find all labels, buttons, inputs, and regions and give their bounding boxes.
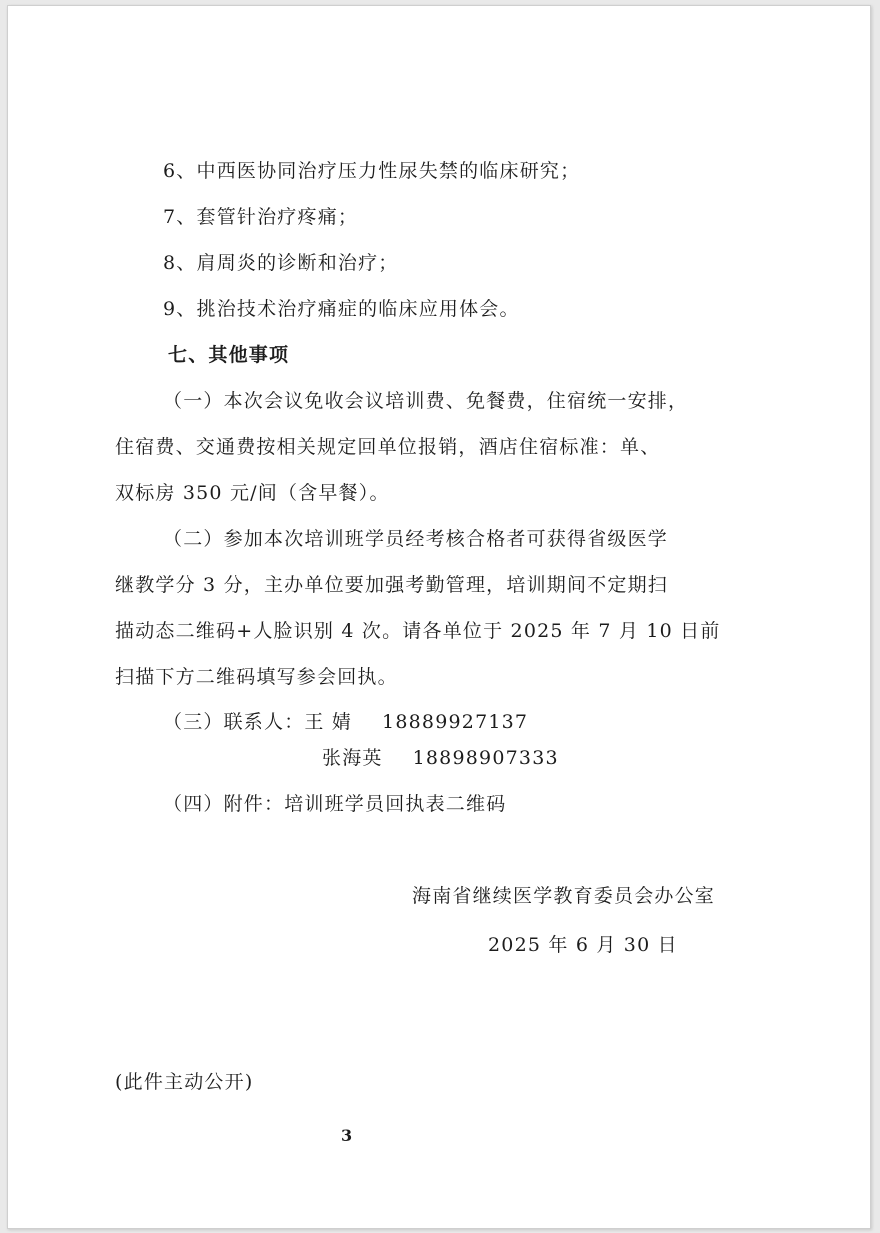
contact-phone-2: 18898907333 bbox=[412, 747, 559, 769]
document-page bbox=[7, 5, 871, 1229]
list-item-7: 7、套管针治疗疼痛； bbox=[163, 206, 359, 228]
issue-date: 2025 年 6 月 30 日 bbox=[488, 934, 678, 956]
list-item-9: 9、挑治技术治疗痛症的临床应用体会。 bbox=[163, 298, 520, 320]
para2-line3: 描动态二维码+人脸识别 4 次。请各单位于 2025 年 7 月 10 日前 bbox=[115, 620, 721, 642]
para2-line1: （二）参加本次培训班学员经考核合格者可获得省级医学 bbox=[163, 528, 669, 550]
contact-phone-1: 18889927137 bbox=[382, 711, 529, 733]
para2-line4: 扫描下方二维码填写参会回执。 bbox=[115, 666, 398, 688]
para1-line3: 双标房 350 元/间（含早餐）。 bbox=[115, 482, 390, 504]
contact-name-1: 王 婧 bbox=[304, 711, 353, 733]
page-number: 3 bbox=[341, 1126, 353, 1145]
issuer: 海南省继续医学教育委员会办公室 bbox=[412, 885, 716, 907]
disclosure-note: (此件主动公开) bbox=[115, 1071, 254, 1093]
attachment-line: （四）附件：培训班学员回执表二维码 bbox=[163, 793, 507, 815]
contact-prefix: （三）联系人： bbox=[163, 711, 305, 733]
section-title: 七、其他事项 bbox=[168, 344, 290, 366]
para2-line2: 继教学分 3 分，主办单位要加强考勤管理，培训期间不定期扫 bbox=[115, 574, 668, 596]
contact-line-2 bbox=[322, 746, 559, 770]
list-item-6: 6、中西医协同治疗压力性尿失禁的临床研究； bbox=[163, 160, 581, 182]
para1-line2: 住宿费、交通费按相关规定回单位报销，酒店住宿标准：单、 bbox=[115, 436, 661, 458]
contact-line-1 bbox=[163, 710, 528, 734]
contact-name-2: 张海英 bbox=[322, 747, 383, 769]
para1-line1: （一）本次会议免收会议培训费、免餐费，住宿统一安排， bbox=[163, 390, 689, 412]
list-item-8: 8、肩周炎的诊断和治疗； bbox=[163, 252, 399, 274]
